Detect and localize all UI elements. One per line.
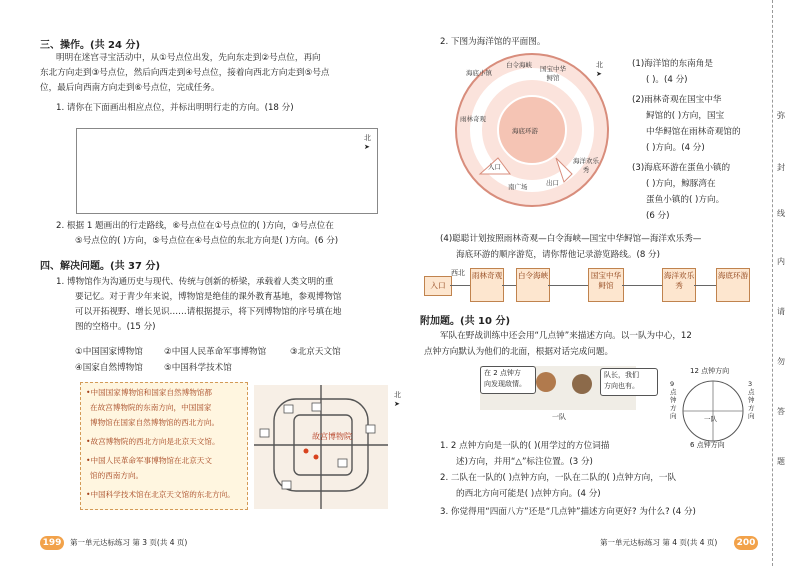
hint-2: •故宫博物院的西北方向是北京天文馆。 [86, 437, 220, 446]
route-box-entrance: 入口 [424, 276, 452, 296]
footer-text-right: 第一单元达标练习 第 4 页(共 4 页) [600, 538, 718, 547]
label-rainforest: 雨林奇观 [460, 115, 486, 123]
sub-4b: 海底环游的顺序游览，请你帮他记录游览路线。(8 分) [456, 250, 660, 260]
section-4-title: 四、解决问题。(共 37 分) [40, 261, 161, 272]
route-box-undersea: 海底环游 [716, 268, 750, 302]
route-box-ocean-show: 海洋欢乐秀 [662, 268, 696, 302]
map-north-indicator: 北 ➤ [394, 391, 401, 408]
hint-4: •中国科学技术馆在北京天文馆的东北方向。 [86, 490, 235, 499]
museum-map [254, 385, 388, 509]
extra-intro-2: 点钟方向默认为他们的北面，根据对话完成问题。 [424, 347, 614, 357]
clock-label-12: 12 点钟方向 [690, 367, 730, 375]
museum-5: ⑤中国科学技术馆 [164, 363, 232, 373]
question-2-line-2: ⑤号点位的( )方向，⑤号点位在④号点位的东北方向是( )方向。(6 分) [75, 236, 339, 246]
museum-4: ④国家自然博物馆 [75, 363, 143, 373]
section-3-title: 三、操作。(共 24 分) [40, 40, 141, 51]
hint-3b: 馆的西南方向。 [90, 471, 144, 480]
seal-char-8: 题 [777, 457, 785, 466]
sub-3a: (3)海底环游在蛋鱼小镇的 [632, 163, 731, 173]
seal-char-2: 封 [777, 163, 785, 172]
label-exit: 出口 [546, 179, 559, 187]
extra-intro-1: 军队在野战训练中还会用“几点钟”来描述方向。以一队为中心，12 [440, 331, 692, 341]
extra-q2-line-1: 2. 二队在一队的( )点钟方向，一队在二队的( )点钟方向，一队 [440, 473, 677, 483]
sec3-intro-line-3: 位，最后向西南方向走到⑥号点位，完成任务。 [40, 83, 220, 93]
route-arrow [622, 285, 662, 286]
bubble2-line-1: 队长，我们 [604, 371, 639, 379]
north-arrow-icon: ➤ [596, 70, 602, 78]
soldier-1 [536, 372, 556, 392]
label-seabed-town: 海底小镇 [466, 69, 492, 77]
p1-line-1: 1. 博物馆作为沟通历史与现代、传统与创新的桥梁，承载着人类文明的重 [56, 277, 334, 287]
sub-3d: (6 分) [646, 211, 670, 221]
route-arrow [450, 285, 470, 286]
extra-q2-line-2: 的西北方向可能是( )点钟方向。(4 分) [456, 489, 601, 499]
sub-2b: 鲟馆的( )方向，国宝 [646, 111, 725, 121]
hint-box [80, 382, 248, 510]
team-label: 一队 [552, 413, 566, 421]
p1-line-2: 要记忆。对于青少年来说，博物馆是绝佳的课外教育基地，参观博物馆 [75, 292, 342, 302]
sec3-intro-line-2: 东北方向走到③号点位，然后向西走到④号点位，接着向西北方向走到⑤号点 [40, 68, 330, 78]
label-bering-strait: 白令海峡 [506, 61, 532, 69]
plan-north-indicator: 北 ➤ [596, 61, 603, 78]
hint-3a: •中国人民革命军事博物馆在北京天文 [86, 456, 212, 465]
seal-char-3: 线 [777, 209, 785, 218]
seal-char-1: 弥 [777, 111, 785, 120]
label-undersea-tour: 海底环游 [512, 127, 538, 135]
label-entrance: 入口 [488, 163, 501, 171]
sec3-intro-line-1: 明明在迷宫寻宝活动中，从①号点位出发，先向东走到②号点位，再向 [56, 53, 321, 63]
route-dir-1: 西北 [451, 269, 465, 277]
north-arrow-icon: ➤ [394, 400, 400, 408]
clock-diagram [680, 378, 746, 444]
map-roads-svg [254, 385, 388, 509]
aquarium-plan [452, 50, 612, 210]
museum-3: ③北京天文馆 [290, 347, 341, 357]
p1-line-3: 可以开拓视野、增长见识……请根据提示，将下列博物馆的序号填在地 [75, 307, 342, 317]
sub-1a: (1)海洋馆的东南角是 [632, 59, 713, 69]
hint-1b: 在故宫博物院的东南方向，中国国家 [90, 403, 212, 412]
extra-q3: 3. 你觉得用“四面八方”还是“几点钟”描述方向更好? 为什么? (4 分) [440, 507, 696, 517]
p1-line-4: 图的空格中。(15 分) [75, 322, 156, 332]
clock-label-9: 9点钟方向 [670, 380, 677, 420]
bubble1-line-1: 在 2 点钟方 [484, 369, 521, 377]
seal-char-4: 内 [777, 257, 785, 266]
clock-label-6: 6 点钟方向 [690, 441, 725, 449]
sub-4a: (4)聪聪计划按照雨林奇观—白令海峡—国宝中华鲟馆—海洋欢乐秀— [440, 234, 702, 244]
sub-2c: 中华鲟馆在雨林奇观馆的 [646, 127, 741, 137]
route-box-rainforest: 雨林奇观 [470, 268, 504, 302]
label-sturgeon-hall: 国宝中华鲟馆 [540, 65, 566, 82]
sub-3c: 蛋鱼小镇的( )方向。 [646, 195, 725, 205]
sub-1b: ( )。(4 分) [646, 75, 688, 85]
north-arrow-icon: ➤ [364, 143, 370, 151]
museum-2: ②中国人民革命军事博物馆 [164, 347, 267, 357]
label-south-plaza: 南广场 [508, 183, 528, 191]
bubble2-line-2: 方向也有。 [604, 382, 639, 390]
bubble1-line-2: 向发现敌情。 [484, 380, 526, 388]
sub-3b: ( )方向，鲸豚湾在 [646, 179, 716, 189]
extra-q1-line-1: 1. 2 点钟方向是一队的( )(用学过的方位词描 [440, 441, 610, 451]
question-1: 1. 请你在下面画出相应点位，并标出明明行走的方向。(18 分) [56, 103, 294, 113]
forbidden-city-label: 故宫博物院 [312, 432, 352, 441]
extra-title: 附加题。(共 10 分) [420, 316, 511, 327]
north-indicator: 北 ➤ [364, 134, 371, 151]
route-arrow [502, 285, 516, 286]
drawing-area[interactable] [76, 128, 378, 214]
page-number-left: 199 [40, 536, 64, 550]
seal-char-7: 答 [777, 407, 785, 416]
soldier-2 [572, 374, 592, 394]
extra-q1-line-2: 述)方向，并用“△”标注位置。(3 分) [456, 457, 593, 467]
route-arrow [694, 285, 716, 286]
r-question-2-title: 2. 下图为海洋馆的平面图。 [440, 37, 546, 47]
route-box-bering: 白令海峡 [516, 268, 550, 302]
clock-label-3: 3点钟方向 [748, 380, 755, 420]
hint-1a: •中国国家博物馆和国家自然博物馆都 [86, 388, 212, 397]
hint-1c: 博物馆在国家自然博物馆的西北方向。 [90, 418, 220, 427]
museum-1: ①中国国家博物馆 [75, 347, 143, 357]
clock-label-center: 一队 [704, 415, 717, 423]
route-box-sturgeon: 国宝中华鲟馆 [588, 268, 624, 302]
footer-text-left: 第一单元达标练习 第 3 页(共 4 页) [70, 538, 188, 547]
label-ocean-show: 海洋欢乐秀 [573, 157, 599, 174]
seal-line [772, 0, 774, 566]
clock-svg [680, 378, 746, 444]
speech-bubble-1 [480, 366, 536, 394]
sub-2d: ( )方向。(4 分) [646, 143, 705, 153]
route-arrow [548, 285, 588, 286]
question-2-line-1: 2. 根据 1 题画出的行走路线，⑥号点位在①号点位的( )方向，③号点位在 [56, 221, 334, 231]
speech-bubble-2 [600, 368, 658, 396]
page-number-right: 200 [734, 536, 758, 550]
seal-char-6: 勿 [777, 357, 785, 366]
sub-2a: (2)雨林奇观在国宝中华 [632, 95, 722, 105]
seal-char-5: 请 [777, 307, 785, 316]
